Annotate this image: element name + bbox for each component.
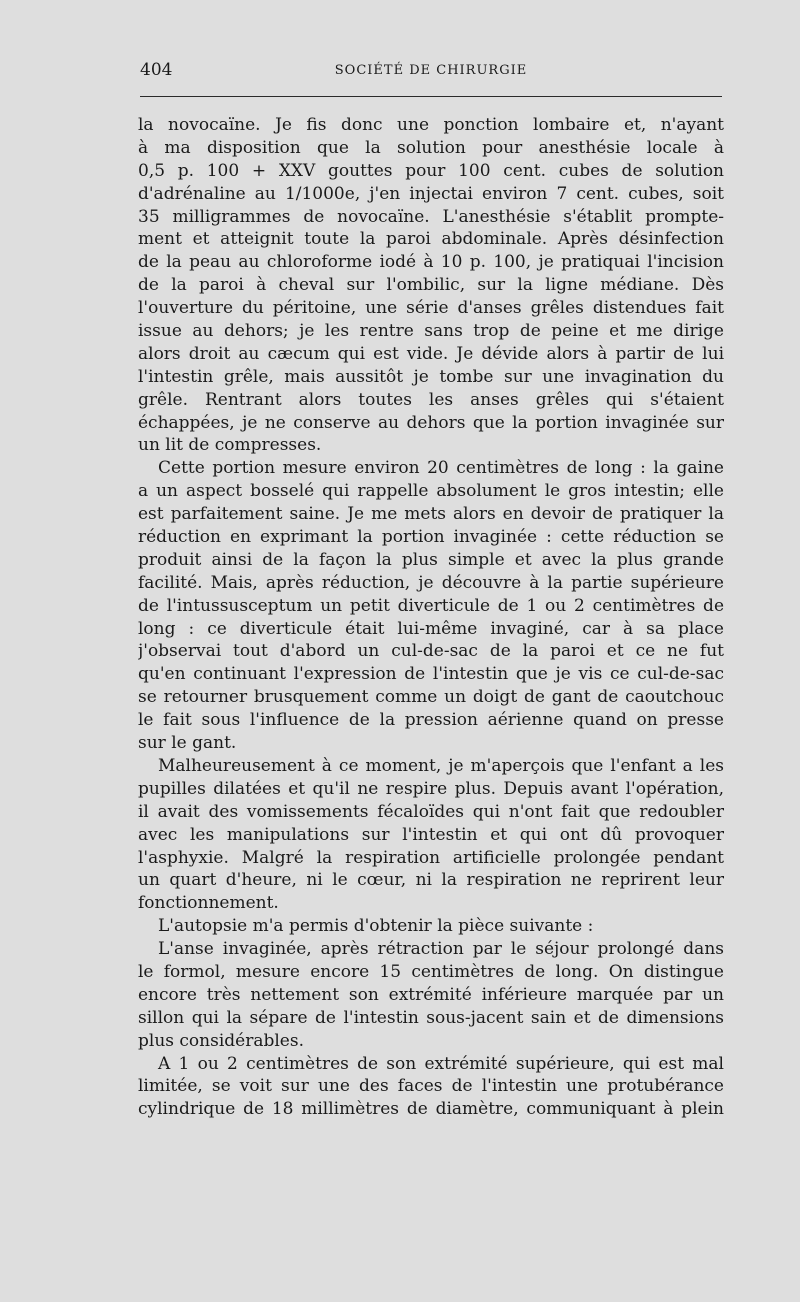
text-line: long : ce diverticule était lui-même invaginé, car à sa place bbox=[138, 618, 724, 639]
text-line: sillon qui la sépare de l'intestin sous-jacent sain et de dimensions bbox=[138, 1007, 724, 1028]
text-line: sur le gant. bbox=[138, 733, 237, 754]
text-line: cylindrique de 18 millimètres de diamètre, communiquant à plein bbox=[138, 1099, 724, 1120]
text-line: L'anse invaginée, après rétraction par le séjour prolongé dans bbox=[158, 939, 724, 960]
text-line: se retourner brusquement comme un doigt de gant de caoutchouc bbox=[138, 687, 724, 708]
text-line: 35 milligrammes de novocaïne. L'anesthésie s'établit prompte- bbox=[138, 206, 724, 227]
text-line: limitée, se voit sur une des faces de l'intestin une protubérance bbox=[138, 1076, 724, 1097]
text-line: avec les manipulations sur l'intestin et qui ont dû provoquer bbox=[138, 824, 724, 845]
text-line: de la paroi à cheval sur l'ombilic, sur la ligne médiane. Dès bbox=[138, 275, 724, 296]
text-line: encore très nettement son extrémité inférieure marquée par un bbox=[138, 984, 724, 1005]
text-line: un lit de compresses. bbox=[138, 435, 322, 456]
text-line: A 1 ou 2 centimètres de son extrémité supérieure, qui est mal bbox=[158, 1053, 724, 1074]
text-line: L'autopsie m'a permis d'obtenir la pièce suivante : bbox=[158, 916, 594, 937]
text-line: un quart d'heure, ni le cœur, ni la respiration ne reprirent leur bbox=[138, 870, 724, 891]
text-line: l'intestin grêle, mais aussitôt je tombe sur une invagination du bbox=[138, 366, 724, 387]
running-title: SOCIÉTÉ DE CHIRURGIE bbox=[334, 63, 528, 78]
text-line: de l'intussusceptum un petit diverticule de 1 ou 2 centimètres de bbox=[138, 595, 724, 616]
text-line: 0,5 p. 100 + XXV gouttes pour 100 cent. cubes de solution bbox=[138, 160, 724, 181]
text-line: le fait sous l'influence de la pression aérienne quand on presse bbox=[138, 710, 724, 731]
text-line: alors droit au cæcum qui est vide. Je dévide alors à partir de lui bbox=[138, 343, 724, 364]
text-line: issue au dehors; je les rentre sans trop de peine et me dirige bbox=[138, 321, 724, 342]
text-line: réduction en exprimant la portion invaginée : cette réduction se bbox=[138, 527, 724, 548]
text-line: pupilles dilatées et qu'il ne respire plus. Depuis avant l'opération, bbox=[138, 778, 724, 799]
text-line: l'ouverture du péritoine, une série d'anses grêles distendues fait bbox=[138, 298, 724, 319]
text-line: facilité. Mais, après réduction, je découvre à la partie supérieure bbox=[138, 572, 724, 593]
text-line: fonctionnement. bbox=[138, 893, 279, 914]
text-line: à ma disposition que la solution pour anesthésie locale à bbox=[138, 137, 724, 158]
text-line: le formol, mesure encore 15 centimètres de long. On distingue bbox=[138, 961, 724, 982]
text-line: l'asphyxie. Malgré la respiration artificielle prolongée pendant bbox=[138, 847, 724, 868]
text-line: qu'en continuant l'expression de l'intestin que je vis ce cul-de-sac bbox=[138, 664, 724, 685]
text-line: grêle. Rentrant alors toutes les anses grêles qui s'étaient bbox=[138, 389, 724, 410]
text-line: la novocaïne. Je fis donc une ponction lombaire et, n'ayant bbox=[138, 115, 724, 135]
text-line: Cette portion mesure environ 20 centimètres de long : la gaine bbox=[158, 458, 724, 479]
text-line: Malheureusement à ce moment, je m'aperçois que l'enfant a les bbox=[158, 755, 724, 776]
text-line: il avait des vomissements fécaloïdes qui n'ont fait que redoubler bbox=[138, 801, 724, 822]
text-line: ment et atteignit toute la paroi abdominale. Après désinfection bbox=[138, 229, 724, 250]
text-line: de la peau au chloroforme iodé à 10 p. 100, je pratiquai l'incision bbox=[138, 252, 724, 273]
page-number: 404 bbox=[140, 60, 173, 80]
text-line: plus considérables. bbox=[138, 1030, 304, 1051]
text-line: j'observai tout d'abord un cul-de-sac de la paroi et ce ne fut bbox=[138, 641, 724, 662]
body-text bbox=[138, 114, 724, 1121]
text-line: produit ainsi de la façon la plus simple et avec la plus grande bbox=[138, 549, 724, 570]
page-header bbox=[140, 60, 722, 82]
text-line: d'adrénaline au 1/1000e, j'en injectai environ 7 cent. cubes, soit bbox=[138, 183, 724, 204]
text-line: échappées, je ne conserve au dehors que la portion invaginée sur bbox=[138, 412, 724, 433]
text-line: est parfaitement saine. Je me mets alors en devoir de pratiquer la bbox=[138, 504, 724, 525]
text-line: a un aspect bosselé qui rappelle absolument le gros intestin; elle bbox=[138, 481, 724, 502]
header-rule bbox=[140, 96, 722, 97]
